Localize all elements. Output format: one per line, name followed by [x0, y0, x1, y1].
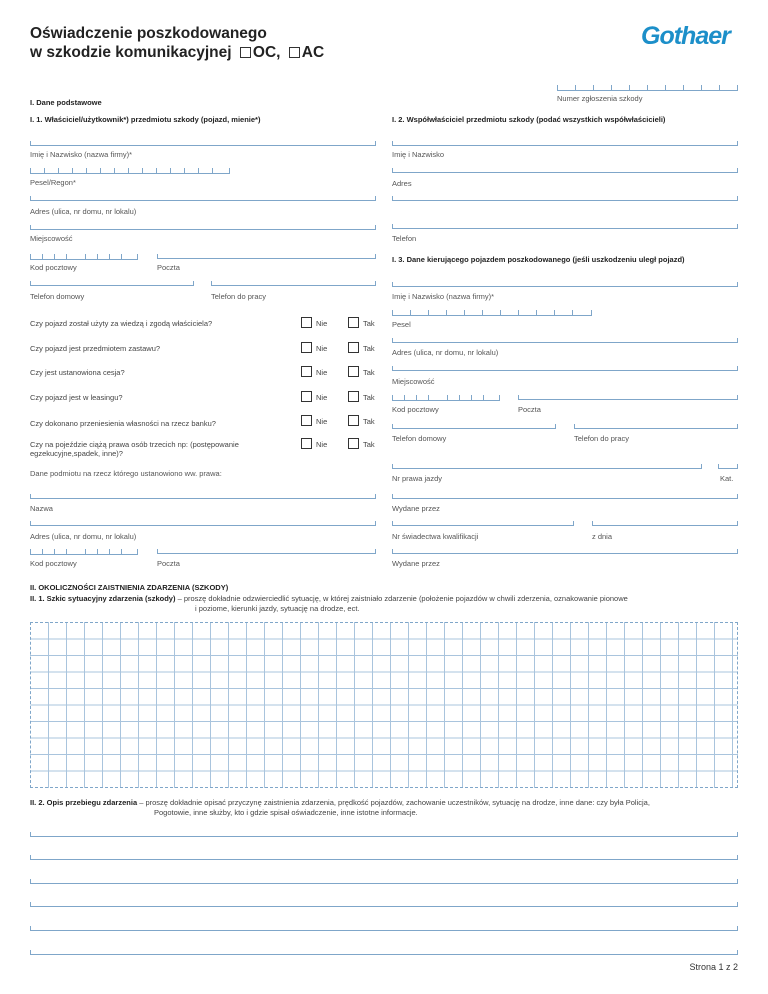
- sketch-instructions: [30, 594, 738, 603]
- coowner-extra-field[interactable]: [392, 196, 738, 201]
- beneficiary-postcode-field[interactable]: [30, 549, 138, 555]
- driver-name-label: Imię i Nazwisko (nazwa firmy)*: [392, 292, 495, 301]
- section-2-title: II. OKOLICZNOŚCI ZAISTNIENIA ZDARZENIA (SZKODY): [30, 583, 229, 592]
- beneficiary-post-field[interactable]: [157, 549, 376, 554]
- qualification-number-field[interactable]: [392, 521, 574, 526]
- q6-yes-checkbox[interactable]: [348, 438, 359, 449]
- question-3: Czy jest ustanowiona cesja?: [30, 368, 125, 377]
- description-line-6[interactable]: [30, 950, 738, 955]
- coowner-phone-label: Telefon: [392, 234, 417, 243]
- title-line-1: Oświadczenie poszkodowanego: [30, 25, 267, 42]
- q1-yes-label: Tak: [363, 319, 375, 328]
- q2-yes-label: Tak: [363, 344, 375, 353]
- driver-post-label: Poczta: [518, 405, 541, 414]
- driver-city-field[interactable]: [392, 366, 738, 371]
- q6-no-label: Nie: [316, 440, 328, 449]
- license-issued-by-field[interactable]: [392, 494, 738, 499]
- q4-no-checkbox[interactable]: [301, 391, 312, 402]
- beneficiary-postcode-label: Kod pocztowy: [30, 559, 77, 568]
- owner-name-label: Imię i Nazwisko (nazwa firmy)*: [30, 150, 133, 159]
- beneficiary-title: Dane podmiotu na rzecz którego ustanowiono ww. prawa:: [30, 469, 222, 478]
- q1-yes-checkbox[interactable]: [348, 317, 359, 328]
- title-line-2: w szkodzie komunikacyjnej OC, AC: [30, 44, 325, 61]
- beneficiary-post-label: Poczta: [157, 559, 180, 568]
- license-category-field[interactable]: [718, 464, 738, 469]
- q4-yes-label: Tak: [363, 393, 375, 402]
- driver-postcode-label: Kod pocztowy: [392, 405, 439, 414]
- question-2: Czy pojazd jest przedmiotem zastawu?: [30, 344, 161, 353]
- sketch-grid[interactable]: [30, 622, 738, 788]
- coowner-name-field[interactable]: [392, 141, 738, 146]
- gothaer-logo: Gothaer: [641, 22, 730, 50]
- question-6: Czy na pojeździe ciążą prawa osób trzecich np: (postępowanie egzekucyjne,spadek, inne)?: [30, 440, 239, 458]
- q2-no-checkbox[interactable]: [301, 342, 312, 353]
- q2-no-label: Nie: [316, 344, 328, 353]
- beneficiary-name-label: Nazwa: [30, 504, 53, 513]
- driver-city-label: Miejscowość: [392, 377, 435, 386]
- owner-phone-home-field[interactable]: [30, 281, 194, 286]
- q4-no-label: Nie: [316, 393, 328, 402]
- driver-name-field[interactable]: [392, 282, 738, 287]
- q5-yes-checkbox[interactable]: [348, 415, 359, 426]
- owner-pesel-field[interactable]: [30, 168, 230, 174]
- qualification-number-label: Nr świadectwa kwalifikacji: [392, 532, 479, 541]
- license-number-field[interactable]: [392, 464, 702, 469]
- driver-address-label: Adres (ulica, nr domu, nr lokalu): [392, 348, 499, 357]
- coowner-section-title: I. 2. Współwłaściciel przedmiotu szkody (podać wszystkich współwłaścicieli): [392, 115, 666, 124]
- ac-label: AC: [301, 44, 325, 61]
- coowner-address-field[interactable]: [392, 168, 738, 173]
- beneficiary-address-field[interactable]: [30, 521, 376, 526]
- coowner-address-label: Adres: [392, 179, 412, 188]
- question-4: Czy pojazd jest w leasingu?: [30, 393, 123, 402]
- license-category-label: Kat.: [720, 474, 734, 483]
- qualification-issued-by-label: Wydane przez: [392, 559, 440, 568]
- owner-post-label: Poczta: [157, 263, 180, 272]
- description-line-5[interactable]: [30, 926, 738, 931]
- driver-pesel-label: Pesel: [392, 320, 411, 329]
- driver-phone-home-field[interactable]: [392, 424, 556, 429]
- q2-yes-checkbox[interactable]: [348, 342, 359, 353]
- driver-phone-work-field[interactable]: [574, 424, 738, 429]
- driver-address-field[interactable]: [392, 338, 738, 343]
- claim-number-field[interactable]: [557, 85, 738, 91]
- driver-post-field[interactable]: [518, 395, 738, 400]
- oc-label: OC,: [252, 44, 281, 61]
- claim-number-label: Numer zgłoszenia szkody: [557, 94, 643, 103]
- owner-city-label: Miejscowość: [30, 234, 73, 243]
- oc-checkbox[interactable]: [240, 47, 251, 58]
- driver-phone-home-label: Telefon domowy: [392, 434, 447, 443]
- coowner-name-label: Imię i Nazwisko: [392, 150, 445, 159]
- owner-address-label: Adres (ulica, nr domu, nr lokalu): [30, 207, 137, 216]
- owner-postcode-label: Kod pocztowy: [30, 263, 77, 272]
- description-text-2: Pogotowie, inne służby, kto i gdzie spisał oświadczenie, inne istotne informacje.: [154, 808, 418, 817]
- owner-section-title: I. 1. Właściciel/użytkownik*) przedmiotu szkody (pojazd, mienie*): [30, 115, 261, 124]
- question-1: Czy pojazd został użyty za wiedzą i zgodą właściciela?: [30, 319, 213, 328]
- ac-checkbox[interactable]: [289, 47, 300, 58]
- description-line-3[interactable]: [30, 879, 738, 884]
- beneficiary-address-label: Adres (ulica, nr domu, nr lokalu): [30, 532, 137, 541]
- form-title: [30, 24, 324, 62]
- owner-phone-work-label: Telefon do pracy: [211, 292, 267, 301]
- owner-name-field[interactable]: [30, 141, 376, 146]
- q3-no-checkbox[interactable]: [301, 366, 312, 377]
- qualification-date-field[interactable]: [592, 521, 738, 526]
- q3-yes-checkbox[interactable]: [348, 366, 359, 377]
- driver-section-title: I. 3. Dane kierującego pojazdem poszkodowanego (jeśli uszkodzeniu uległ pojazd): [392, 255, 685, 264]
- q4-yes-checkbox[interactable]: [348, 391, 359, 402]
- driver-phone-work-label: Telefon do pracy: [574, 434, 630, 443]
- description-line-2[interactable]: [30, 855, 738, 860]
- question-5: Czy dokonano przeniesienia własności na rzecz banku?: [30, 419, 216, 428]
- q1-no-checkbox[interactable]: [301, 317, 312, 328]
- q5-no-checkbox[interactable]: [301, 415, 312, 426]
- sketch-title: II. 1. Szkic sytuacyjny zdarzenia (szkody): [30, 594, 176, 603]
- owner-postcode-field[interactable]: [30, 254, 138, 260]
- sketch-desc-2: i poziome, kierunki jazdy, sytuację na drodze, ect.: [195, 604, 360, 613]
- owner-city-field[interactable]: [30, 225, 376, 230]
- description-title: II. 2. Opis przebiegu zdarzenia: [30, 798, 138, 807]
- q6-no-checkbox[interactable]: [301, 438, 312, 449]
- q5-yes-label: Tak: [363, 417, 375, 426]
- description-line-1[interactable]: [30, 832, 738, 837]
- owner-pesel-label: Pesel/Regon*: [30, 178, 76, 187]
- owner-phone-work-field[interactable]: [211, 281, 376, 286]
- page-number: Strona 1 z 2: [689, 962, 738, 972]
- q6-yes-label: Tak: [363, 440, 375, 449]
- license-number-label: Nr prawa jazdy: [392, 474, 443, 483]
- description-line-4[interactable]: [30, 902, 738, 907]
- q5-no-label: Nie: [316, 417, 328, 426]
- description-instructions: [30, 798, 738, 807]
- owner-phone-home-label: Telefon domowy: [30, 292, 85, 301]
- q3-no-label: Nie: [316, 368, 328, 377]
- section-1-title: I. Dane podstawowe: [30, 98, 102, 107]
- qualification-date-label: z dnia: [592, 532, 613, 541]
- coowner-phone-field[interactable]: [392, 224, 738, 229]
- sketch-desc-1: – proszę dokładnie odzwierciedlić sytuację, w której zaistniało zdarzenie (położenie pojazdów w chwili zderzenia, oznakowanie pionowe: [175, 594, 628, 603]
- description-text-1: – proszę dokładnie opisać przyczynę zaistnienia zdarzenia, prędkość pojazdów, zachowanie uczestników, sytuację na drodze, inne dane: czy była Policja,: [137, 798, 650, 807]
- q3-yes-label: Tak: [363, 368, 375, 377]
- owner-address-field[interactable]: [30, 196, 376, 201]
- q1-no-label: Nie: [316, 319, 328, 328]
- driver-pesel-field[interactable]: [392, 310, 592, 316]
- qualification-issued-by-field[interactable]: [392, 549, 738, 554]
- license-issued-by-label: Wydane przez: [392, 504, 440, 513]
- driver-postcode-field[interactable]: [392, 395, 500, 401]
- owner-post-field[interactable]: [157, 254, 376, 259]
- beneficiary-name-field[interactable]: [30, 494, 376, 499]
